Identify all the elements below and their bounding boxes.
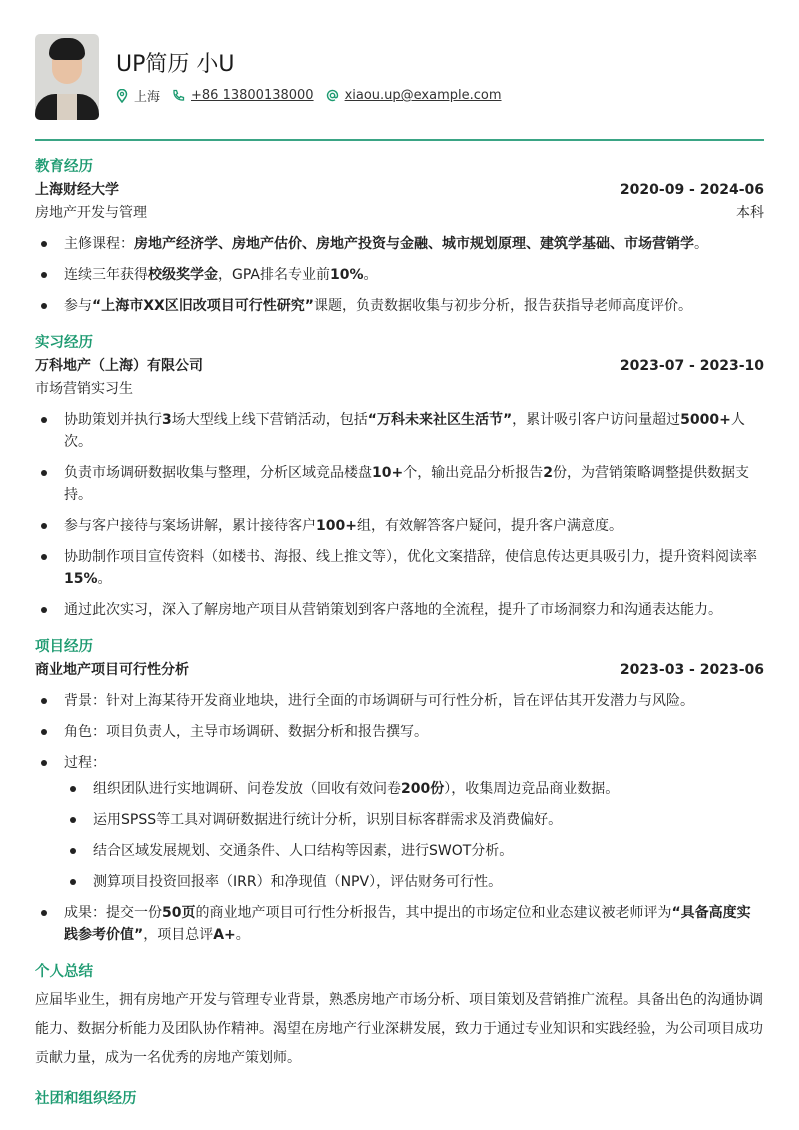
summary-text: 应届毕业生，拥有房地产开发与管理专业背景，熟悉房地产市场分析、项目策划及营销推广流程。具备出色的沟通协调能力、数据分析能力及团队协作精神。渴望在房地产行业深耕发展，致力于通过专业知识和实践经验，为公司项目成功贡献力量，成为一名优秀的房地产策划师。 xyxy=(35,992,763,1066)
bullet-item xyxy=(64,871,764,893)
bullet-text: 测算项目投资回报率（IRR）和净现值（NPV），评估财务可行性。 xyxy=(93,874,503,890)
bullet-text: 个，输出竞品分析报告 xyxy=(403,465,544,481)
section-title: 教育经历 xyxy=(35,159,93,175)
project-section xyxy=(35,635,764,946)
bullet-text: 背景：针对上海某待开发商业地块，进行全面的市场调研与可行性分析，旨在评估其开发潜力与风险。 xyxy=(64,693,694,709)
bullet-text: 角色：项目负责人，主导市场调研、数据分析和报告撰写。 xyxy=(64,724,428,740)
profile-photo xyxy=(35,34,99,120)
bold-text: 100+ xyxy=(316,518,357,534)
clubs-section xyxy=(35,1087,764,1111)
education-date: 2020-09 - 2024-06 xyxy=(619,182,764,198)
section-title: 个人总结 xyxy=(35,964,93,980)
bullet-text: ，GPA排名专业前 xyxy=(218,267,330,283)
bullet-text: 份，为营销策略调整提供数据支持。 xyxy=(64,465,749,503)
bullet-text: 。 xyxy=(694,236,708,252)
bold-text: 15% xyxy=(64,571,98,587)
bullet-item xyxy=(35,902,764,946)
bullet-item xyxy=(35,546,764,590)
email-link[interactable]: xiaou.up@example.com xyxy=(344,88,502,103)
major: 房地产开发与管理 xyxy=(35,205,147,221)
bold-text: 2 xyxy=(543,465,553,481)
bullet-item xyxy=(35,409,764,453)
bullet-text: 。 xyxy=(235,927,250,943)
header-divider xyxy=(35,139,764,141)
bullet-text: 协助策划并执行 xyxy=(64,412,162,428)
resume-header xyxy=(35,34,764,120)
contact-info xyxy=(116,86,514,105)
bullet-text: 参与客户接待与案场讲解，累计接待客户 xyxy=(64,518,316,534)
bullet-item xyxy=(35,721,764,743)
bullet-text: ），收集周边竞品商业数据。 xyxy=(444,781,620,797)
section-title: 社团和组织经历 xyxy=(35,1091,137,1107)
bullet-text: ，累计吸引客户访问量超过 xyxy=(512,412,681,428)
bullet-item xyxy=(64,778,764,800)
bullet-text: 过程： xyxy=(64,755,106,771)
bold-text: 5000+ xyxy=(680,412,731,428)
bullet-item xyxy=(35,462,764,506)
summary-section xyxy=(35,960,764,1073)
sub-bullets xyxy=(64,778,764,893)
bullet-text: 的商业地产项目可行性分析报告，其中提出的市场定位和业态建议被老师评为 xyxy=(195,905,672,921)
bullet-text: 人次。 xyxy=(64,412,745,450)
bullet-text: 成果：提交一份 xyxy=(64,905,162,921)
project-date: 2023-03 - 2023-06 xyxy=(619,662,764,678)
bullet-text: 连续三年获得 xyxy=(64,267,148,283)
bold-text: 50页 xyxy=(162,905,196,921)
internship-section xyxy=(35,331,764,621)
bold-text: “万科未来社区生活节” xyxy=(367,412,513,428)
bullet-text: 负责市场调研数据收集与整理，分析区域竞品楼盘 xyxy=(64,465,372,481)
section-title: 项目经历 xyxy=(35,639,93,655)
bullet-text: 组织团队进行实地调研、问卷发放（回收有效问卷 xyxy=(93,781,401,797)
bullet-item xyxy=(35,690,764,712)
bullet-item xyxy=(64,840,764,862)
bullet-text: 课题，负责数据收集与初步分析，报告获指导老师高度评价。 xyxy=(314,298,692,314)
education-section xyxy=(35,155,764,317)
bullet-text: 主修课程： xyxy=(64,236,134,252)
bold-text: 校级奖学金 xyxy=(148,267,218,283)
bullet-text: ，项目总评 xyxy=(143,927,214,943)
school-name: 上海财经大学 xyxy=(35,182,119,198)
bullet-text: 运用SPSS等工具对调研数据进行统计分析，识别目标客群需求及消费偏好。 xyxy=(93,812,563,828)
bullet-text: 结合区域发展规划、交通条件、人口结构等因素，进行SWOT分析。 xyxy=(93,843,514,859)
bullet-item xyxy=(35,515,764,537)
bullet-text: 。 xyxy=(363,267,378,283)
bullet-item xyxy=(35,295,764,317)
project-name: 商业地产项目可行性分析 xyxy=(35,662,189,678)
phone-link[interactable]: +86 13800138000 xyxy=(191,88,314,103)
bold-text: 10% xyxy=(329,267,364,283)
bold-text: A+ xyxy=(213,927,236,943)
location-text: 上海 xyxy=(134,90,161,105)
degree: 本科 xyxy=(736,205,764,221)
project-bullets xyxy=(35,690,764,946)
bold-text: 房地产经济学、房地产估价、房地产投资与金融、城市规划原理、建筑学基础、市场营销学 xyxy=(134,236,694,252)
candidate-name: UP简历 小U xyxy=(116,52,235,77)
at-sign-icon xyxy=(326,89,339,102)
location-pin-icon xyxy=(116,89,128,103)
internship-bullets xyxy=(35,409,764,621)
bullet-text: 组，有效解答客户疑问，提升客户满意度。 xyxy=(356,518,623,534)
education-bullets xyxy=(35,233,764,317)
bold-text: 3 xyxy=(162,412,172,428)
bold-text: “上海市XX区旧改项目可行性研究” xyxy=(92,298,314,314)
bullet-text: 场大型线上线下营销活动，包括 xyxy=(171,412,368,428)
bullet-text: 协助制作项目宣传资料（如楼书、海报、线上推文等），优化文案措辞，使信息传达更具吸引力，提升资料阅读率 xyxy=(64,549,757,565)
bold-text: 10+ xyxy=(372,465,404,481)
bullet-text: 。 xyxy=(97,571,112,587)
bold-text: 200份 xyxy=(401,781,445,797)
bullet-item xyxy=(35,599,764,621)
bullet-item xyxy=(35,233,764,255)
section-title: 实习经历 xyxy=(35,335,93,351)
phone-icon xyxy=(172,89,185,102)
internship-date: 2023-07 - 2023-10 xyxy=(619,358,764,374)
bullet-item xyxy=(64,809,764,831)
company-name: 万科地产（上海）有限公司 xyxy=(35,358,203,374)
bullet-item xyxy=(35,752,764,893)
bold-text: “具备高度实践参考价值” xyxy=(64,905,751,943)
job-role: 市场营销实习生 xyxy=(35,381,133,397)
bullet-text: 参与 xyxy=(64,298,92,314)
bullet-item xyxy=(35,264,764,286)
bullet-text: 通过此次实习，深入了解房地产项目从营销策划到客户落地的全流程，提升了市场洞察力和沟通表达能力。 xyxy=(64,602,722,618)
